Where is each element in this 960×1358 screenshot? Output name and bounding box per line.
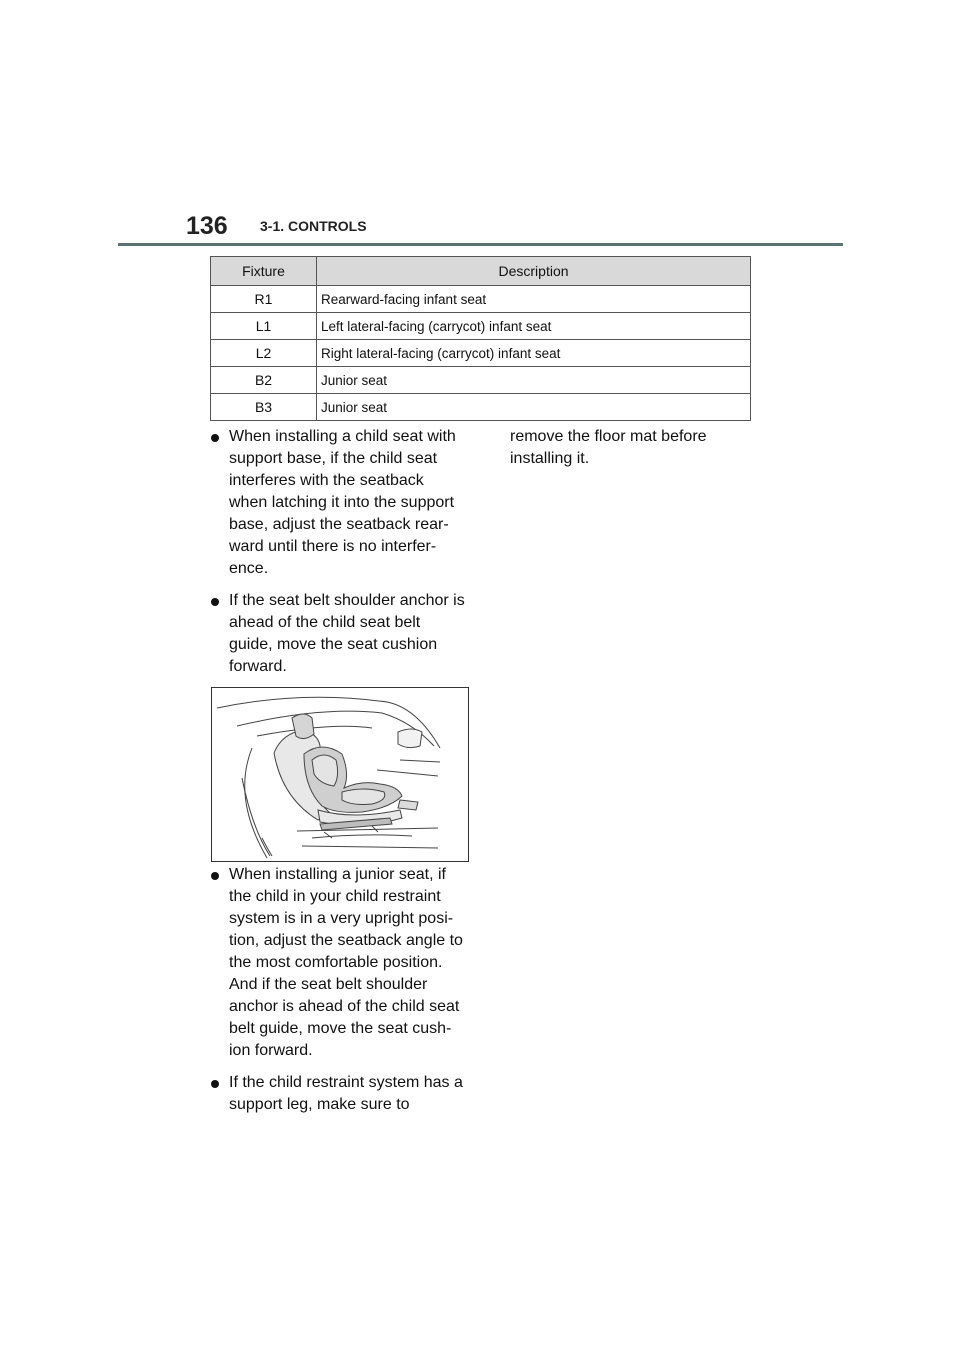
description-cell: Right lateral-facing (carrycot) infant seat [317, 340, 751, 367]
bullet-dot-icon [211, 872, 219, 880]
text-line: support leg, make sure to [229, 1096, 410, 1113]
text-line: And if the seat belt shoulder [229, 976, 428, 993]
text-line: the child in your child restraint [229, 888, 441, 905]
text-line: ence. [229, 560, 269, 577]
column-header-fixture: Fixture [211, 257, 317, 286]
column-header-description: Description [317, 257, 751, 286]
bullet-dot-icon [211, 1080, 219, 1088]
table-row [211, 340, 751, 367]
child-seat-illustration [211, 687, 469, 862]
fixture-table [210, 256, 751, 421]
table-row [211, 313, 751, 340]
text-line: belt guide, move the seat cush- [229, 1020, 452, 1037]
right-column [510, 426, 772, 470]
left-column-bottom [210, 864, 472, 1126]
page-number: 136 [186, 212, 228, 240]
text-line: When installing a junior seat, if [229, 866, 446, 883]
text-line: system is in a very upright posi- [229, 910, 454, 927]
fixture-cell: L1 [211, 313, 317, 340]
fixture-cell: R1 [211, 286, 317, 313]
text-line: ward until there is no interfer- [229, 538, 437, 555]
table-header-row [211, 257, 751, 286]
bullet-dot-icon [211, 434, 219, 442]
text-line: ion forward. [229, 1042, 313, 1059]
table-row [211, 394, 751, 421]
description-cell: Junior seat [317, 367, 751, 394]
description-cell: Junior seat [317, 394, 751, 421]
text-line: If the seat belt shoulder anchor is [229, 592, 465, 609]
text-line: forward. [229, 658, 287, 675]
left-column-top [210, 426, 472, 688]
text-line: remove the floor mat before [510, 428, 707, 445]
bullet-item [210, 1072, 472, 1116]
description-cell: Left lateral-facing (carrycot) infant seat [317, 313, 751, 340]
text-line: guide, move the seat cushion [229, 636, 438, 653]
car-seat-drawing [212, 688, 468, 861]
section-title: 3-1. CONTROLS [260, 218, 367, 234]
continued-paragraph [510, 426, 772, 470]
text-line: anchor is ahead of the child seat [229, 998, 460, 1015]
table-row [211, 367, 751, 394]
fixture-cell: L2 [211, 340, 317, 367]
text-line: support base, if the child seat [229, 450, 438, 467]
text-line: installing it. [510, 450, 590, 467]
header-rule [118, 243, 843, 246]
bullet-item [210, 864, 472, 1062]
bullet-item [210, 426, 472, 580]
fixture-cell: B3 [211, 394, 317, 421]
text-line: If the child restraint system has a [229, 1074, 463, 1091]
fixture-cell: B2 [211, 367, 317, 394]
description-cell: Rearward-facing infant seat [317, 286, 751, 313]
text-line: ahead of the child seat belt [229, 614, 421, 631]
table-row [211, 286, 751, 313]
text-line: the most comfortable position. [229, 954, 443, 971]
text-line: tion, adjust the seatback angle to [229, 932, 463, 949]
text-line: When installing a child seat with [229, 428, 456, 445]
text-line: base, adjust the seatback rear- [229, 516, 449, 533]
text-line: interferes with the seatback [229, 472, 424, 489]
text-line: when latching it into the support [229, 494, 455, 511]
bullet-dot-icon [211, 598, 219, 606]
bullet-item [210, 590, 472, 678]
